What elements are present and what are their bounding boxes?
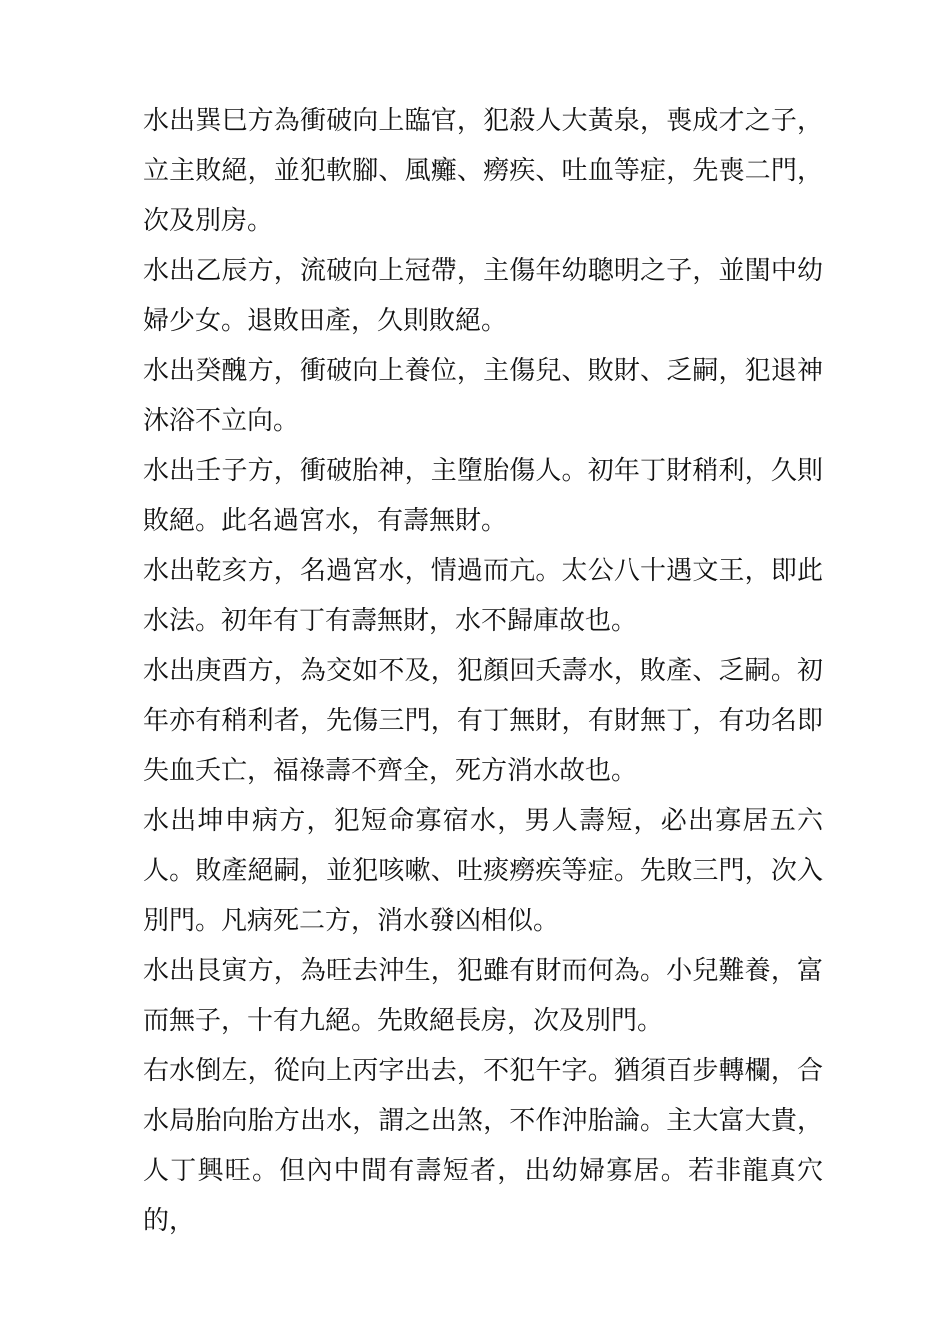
paragraph-4: 水出壬子方，衝破胎神，主墮胎傷人。初年丁財稍利，久則敗絕。此名過宮水，有壽無財。: [143, 456, 823, 536]
paragraph-3: 水出癸醜方，衝破向上養位，主傷兒、敗財、乏嗣，犯退神沐浴不立向。: [143, 356, 823, 436]
document-page: [143, 96, 823, 1246]
paragraph-7: 水出坤申病方，犯短命寡宿水，男人壽短，必出寡居五六人。敗產絕嗣，並犯咳嗽、吐痰癆疾等症。先敗三門，次入別門。凡病死二方，消水發凶相似。: [143, 806, 823, 936]
paragraph-8: 水出艮寅方，為旺去沖生，犯雖有財而何為。小兒難養，富而無子，十有九絕。先敗絕長房，次及別門。: [143, 956, 823, 1036]
paragraph-9: 右水倒左，從向上丙字出去，不犯午字。猶須百步轉欄，合水局胎向胎方出水，謂之出煞，不作沖胎論。主大富大貴，人丁興旺。但內中間有壽短者，出幼婦寡居。若非龍真穴的，: [143, 1056, 823, 1236]
paragraph-2: 水出乙辰方，流破向上冠帶，主傷年幼聰明之子，並閨中幼婦少女。退敗田產，久則敗絕。: [143, 256, 823, 336]
paragraph-6: 水出庚酉方，為交如不及，犯顏回夭壽水，敗產、乏嗣。初年亦有稍利者，先傷三門，有丁無財，有財無丁，有功名即失血夭亡，福祿壽不齊全，死方消水故也。: [143, 656, 823, 786]
paragraph-1: 水出巽巳方為衝破向上臨官，犯殺人大黃泉，喪成才之子，立主敗絕，並犯軟腳、風癱、癆疾、吐血等症，先喪二門，次及別房。: [143, 106, 823, 236]
paragraph-5: 水出乾亥方，名過宮水，情過而亢。太公八十遇文王，即此水法。初年有丁有壽無財，水不歸庫故也。: [143, 556, 823, 636]
